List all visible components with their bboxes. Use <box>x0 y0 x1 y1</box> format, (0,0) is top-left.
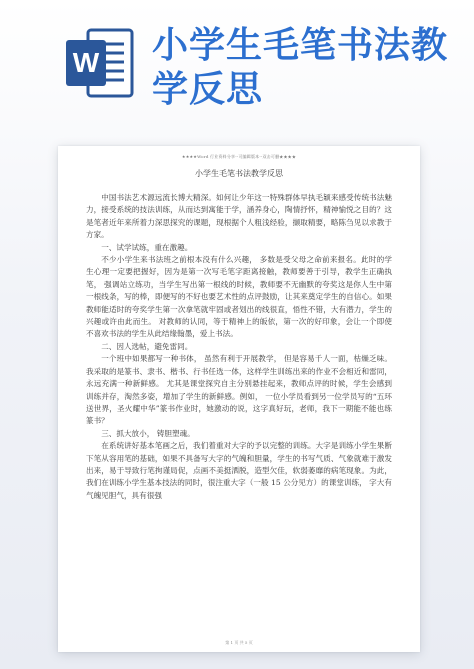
section-heading-2: 二、因人选帖，避免雷同。 <box>101 341 193 351</box>
paragraph-section-1: 不少小学生来书法班之前根本没有什么兴趣， 多数是受父母之命前来报名。此时的学生心理一定要把握好，因为是第一次写毛笔字距离接触，教师要善于引导，教学生正确执笔， 强调站立练功，当学生写出第一根线的时候，教师要不无幽默的夸奖这是你人生中第一根线条，写的棒，即便写的不好也要艺术性的点评鼓励，让其来奠定学生的自信心。如果教师能适时的夸奖学生第一次拿笔就牢固或者划出的线很直，悟性不错，大有潜力，学生的兴趣或许由此而生。 对教师的认同，等于精神上的皈依，第一次的好印象，会让一个即使不喜欢书法的学生从此结缘翰墨，爱上书法。 <box>86 255 392 339</box>
document-page <box>58 146 420 652</box>
word-document-icon <box>62 26 136 100</box>
document-body <box>86 192 392 502</box>
word-icon-letter: W <box>72 47 100 78</box>
paragraph-section-3: 在系统讲好基本笔画之后，我们着重对大字的予以完整的训练。大字是训练小学生果断下笔从容用笔的基础，如果不具备写大字的气魄和胆量，学生的书写气质、气象就难于激发出来，易于导致行笔拘谨局促，点画不美挺洒脱，造型欠佳，软弱萎靡的病笔现象。为此，我们在训练小学生基本技法的同时，很注重大字（一般 15 公分见方）的课堂训练， 字大有气魄见胆气，具有很强 <box>86 441 392 500</box>
paragraph-section-2: 一个班中如果都写一种书体， 虽然有利于开展教学， 但是容易千人一面，枯燥乏味。我采取的是篆书、隶书、楷书、行书任选一体，这样学生训练出来的作业不会相近和雷同，永远充满一种新鲜感。 尤其是课堂探究自主分别悬挂起来，教师点评的时候，学生会感到训练并存，淘然多姿，增加了学生的新鲜感。例如， 一位小学员看到另一位学员写的“五环送世界，圣火耀中华”篆书作业时，她激动的说，这字真好玩，老师，我下一期能不能也练篆书？ <box>86 354 392 426</box>
document-title: 小学生毛笔书法教学反思 <box>195 169 283 178</box>
paragraph-intro: 中国书法艺术源远流长博大精深。如何让少年这一特殊群体早执毛颖来感受传统书法魅力，接受系统的技法训练，从而达到寓能于学，涵养身心，陶情抒怀，精神愉悦之目的？这是笔者近年来所着力深思探究的课题，现根据个人粗浅经验，撷取精要，略陈刍见以求教于方家。 <box>86 193 392 240</box>
document-footer-note: 第 1 页 共 5 页 <box>225 640 253 645</box>
page-title: 小学生毛笔书法教学反思 <box>152 25 449 110</box>
document-header-note: ★★★★Word 行业资料分享--可编辑版本--双击可删★★★★ <box>181 154 297 159</box>
section-heading-1: 一、试学试练，重在激趣。 <box>101 242 193 252</box>
section-heading-3: 三、抓大放小， 铸胆塑魂。 <box>101 428 195 438</box>
